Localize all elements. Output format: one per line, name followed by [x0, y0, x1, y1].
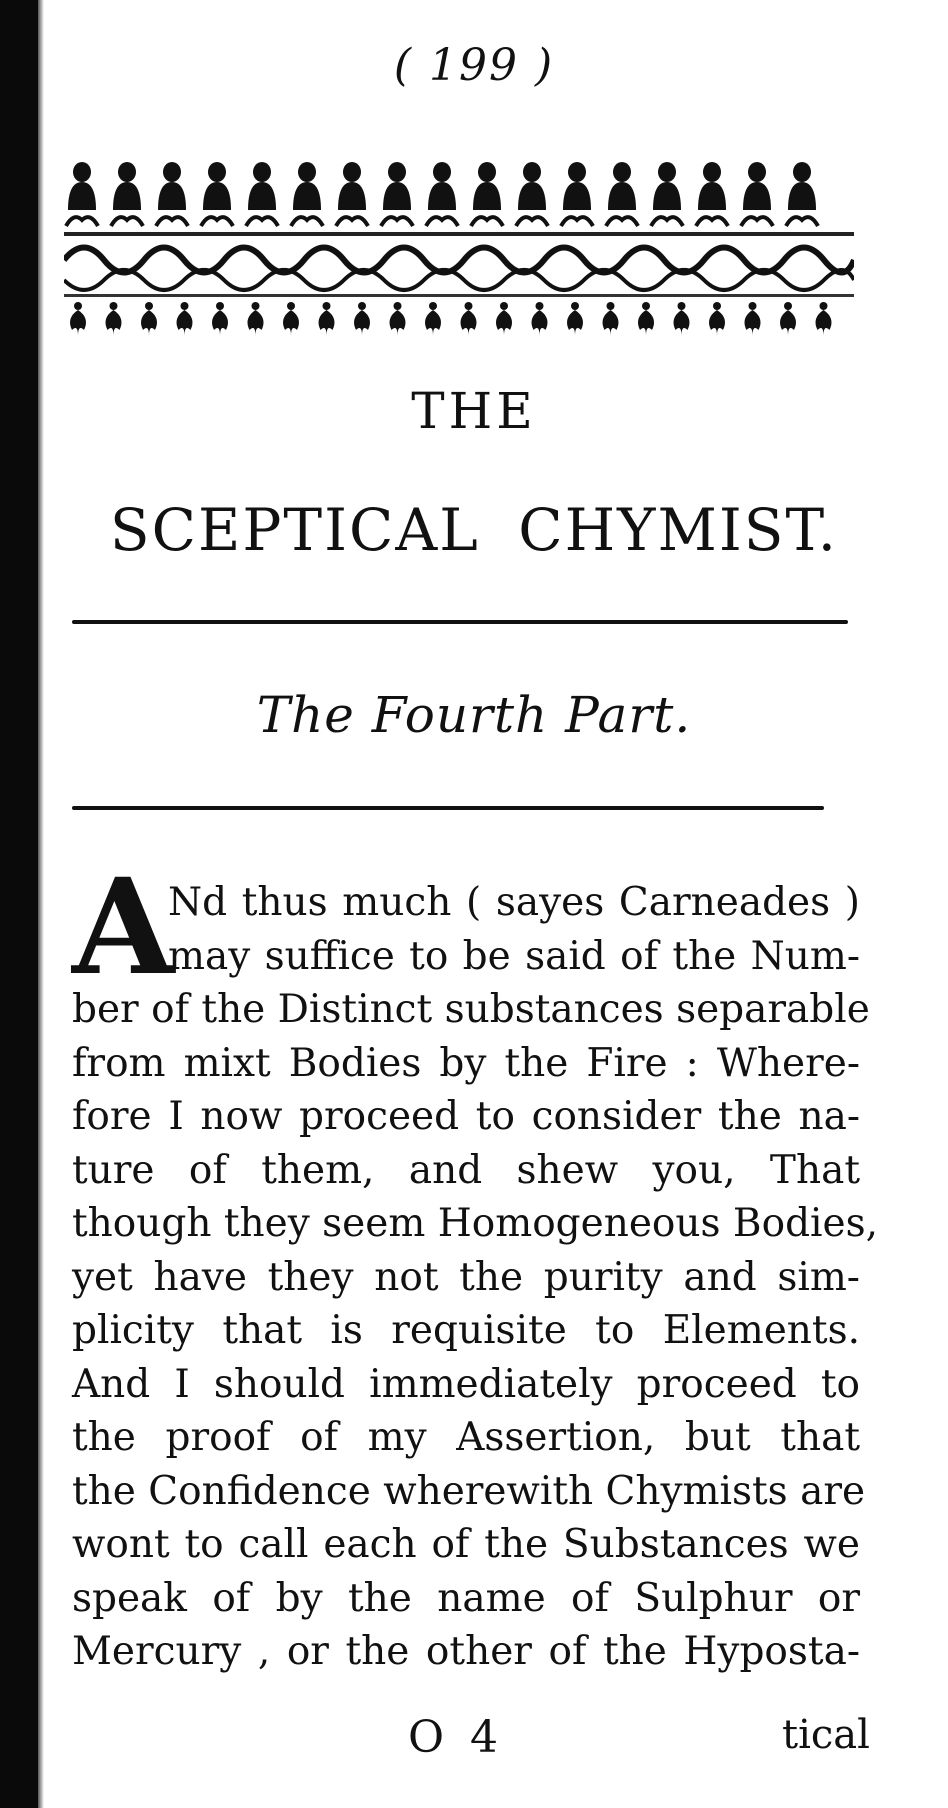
catchword: tical: [782, 1712, 870, 1758]
body-line: yet have they not the purity and sim-: [72, 1254, 860, 1300]
part-title: The Fourth Part.: [256, 686, 692, 744]
body-line: Nd thus much ( sayes Carneades ): [168, 880, 860, 925]
drop-cap: A: [72, 850, 175, 1005]
book-spine-shadow: [0, 0, 38, 1808]
page-gutter: [38, 0, 44, 1808]
title-the: THE: [411, 382, 537, 440]
page-footer: [0, 1712, 948, 1772]
body-line: from mixt Bodies by the Fire : Where-: [72, 1040, 860, 1086]
body-line: Mercury , or the other of the Hyposta-: [72, 1629, 860, 1674]
body-line: ture of them, and shew you, That: [72, 1147, 860, 1193]
horizontal-rule: [72, 620, 848, 624]
body-line: fore I now proceed to consider the na-: [72, 1094, 860, 1139]
horizontal-rule: [72, 806, 824, 810]
ornamental-headpiece: [64, 160, 854, 338]
body-line: may suffice to be said of the Num-: [168, 933, 860, 979]
body-line: the Confidence wherewith Chymists are: [72, 1468, 866, 1514]
body-line: though they seem Homogeneous Bodies,: [72, 1201, 878, 1246]
book-title: SCEPTICAL CHYMIST.: [109, 496, 839, 564]
body-line: speak of by the name of Sulphur or: [72, 1575, 860, 1621]
page-number: ( 199 ): [393, 40, 555, 91]
body-line: ber of the Distinct substances separable: [72, 987, 870, 1032]
signature-mark: O 4: [408, 1712, 505, 1763]
body-line: plicity that is requisite to Elements.: [72, 1308, 860, 1353]
body-line: the proof of my Assertion, but that: [72, 1415, 860, 1460]
body-line: wont to call each of the Substances we: [72, 1522, 860, 1567]
body-line: And I should immediately proceed to: [72, 1361, 860, 1407]
